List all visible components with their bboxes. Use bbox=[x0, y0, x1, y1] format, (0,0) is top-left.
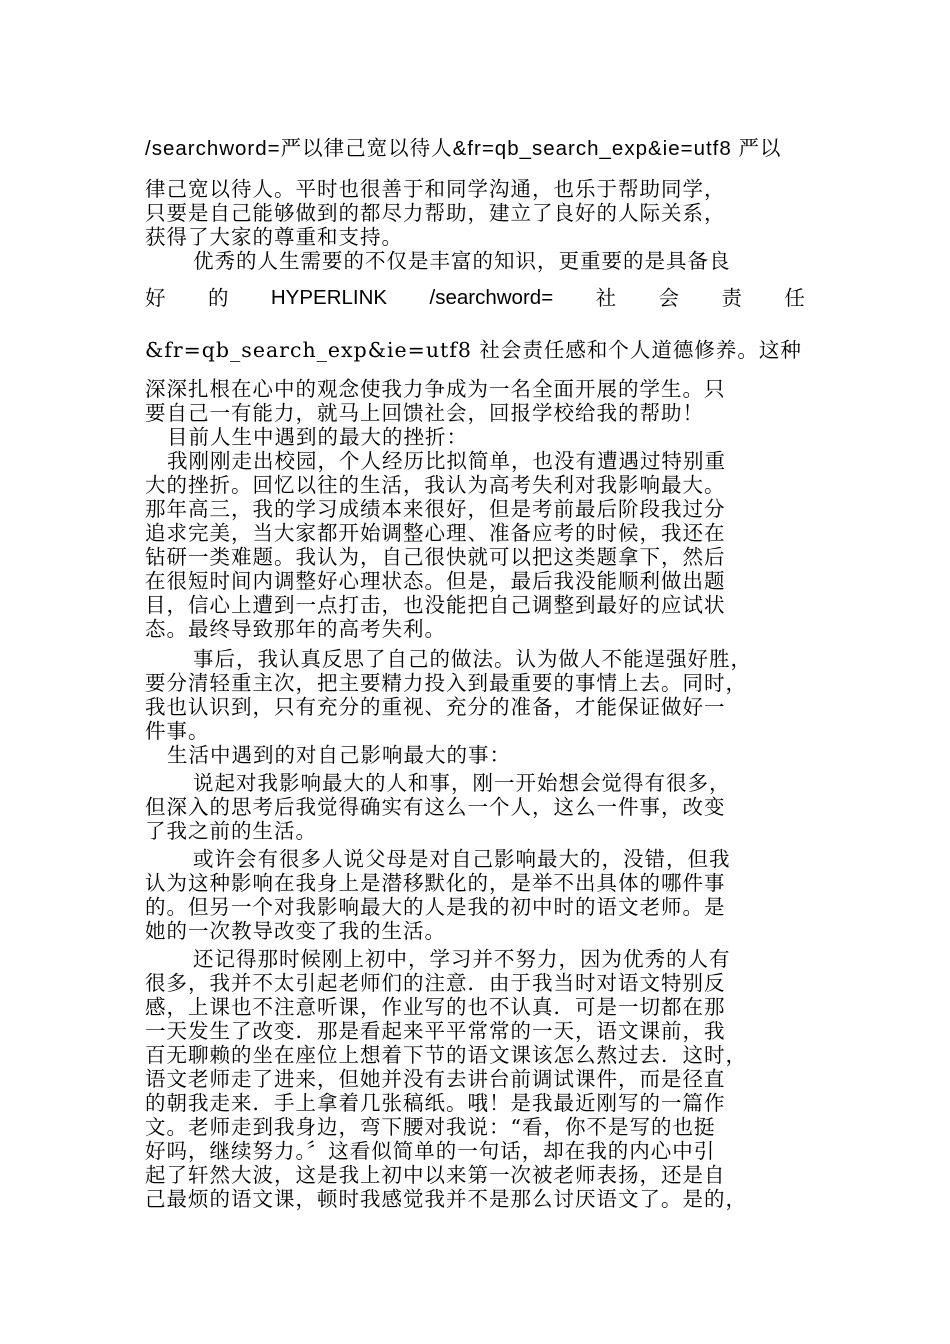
hyperlink-url: /searchword= bbox=[429, 286, 554, 309]
text-line: 事后，我认真反思了自己的做法。认为做人不能逞强好胜， bbox=[193, 647, 752, 671]
text-line: 己最烦的语文课，顿时我感觉我并不是那么讨厌语文了。是的， bbox=[145, 1187, 747, 1211]
word: 好 bbox=[145, 286, 166, 310]
section-heading: 目前人生中遇到的最大的挫折： bbox=[167, 425, 468, 449]
text-line: 一天发生了改变．那是看起来平平常常的一天，语文课前，我 bbox=[145, 1019, 726, 1043]
text-line: 说起对我影响最大的人和事，刚一开始想会觉得有很多， bbox=[193, 771, 731, 795]
text-line: 大的挫折。回忆以往的生活，我认为高考失利对我影响最大。 bbox=[145, 473, 726, 497]
word: 的 bbox=[207, 286, 229, 310]
word: 社 bbox=[595, 286, 617, 310]
section-heading: 生活中遇到的对自己影响最大的事： bbox=[167, 743, 511, 767]
text-line: 获得了大家的尊重和支持。 bbox=[145, 225, 403, 249]
text-line: 很多，我并不太引起老师们的注意．由于我当时对语文特别反 bbox=[145, 971, 726, 995]
word: 责 bbox=[721, 286, 742, 310]
text-line: 感，上课也不注意听课，作业写的也不认真．可是一切都在那 bbox=[145, 995, 726, 1019]
hyperlink-line bbox=[145, 286, 805, 310]
text-line: &fr=qb_search_exp&ie=utf8 社会责任感和个人道德修养。这种 bbox=[145, 338, 802, 362]
text-line: /searchword=严以律己宽以待人&fr=qb_search_exp&ie=utf8 严以 bbox=[145, 137, 782, 160]
text-line: 优秀的人生需要的不仅是丰富的知识，更重要的是具备良 bbox=[193, 249, 731, 273]
text-line: 追求完美，当大家都开始调整心理、准备应考的时候，我还在 bbox=[145, 521, 726, 545]
text-line: 的朝我走来．手上拿着几张稿纸。哦！是我最近刚写的一篇作 bbox=[145, 1091, 726, 1115]
text-line: 要自己一有能力，就马上回馈社会，回报学校给我的帮助！ bbox=[145, 401, 704, 425]
word: 会 bbox=[658, 286, 680, 310]
text-line: 好吗，继续努力。〞这看似简单的一句话，却在我的内心中引 bbox=[145, 1139, 716, 1163]
text-line: 我刚刚走出校园，个人经历比拟简单，也没有遭遇过特别重 bbox=[167, 449, 726, 473]
text-line: 文。老师走到我身边，弯下腰对我说：“看，你不是写的也挺 bbox=[145, 1115, 716, 1139]
text-line: 百无聊赖的坐在座位上想着下节的语文课该怎么熬过去．这时， bbox=[145, 1043, 747, 1067]
word: 任 bbox=[784, 286, 805, 310]
text-line: 的。但另一个对我影响最大的人是我的初中时的语文老师。是 bbox=[145, 895, 726, 919]
hyperlink-field-code: HYPERLINK bbox=[270, 286, 388, 309]
text-line: 深深扎根在心中的观念使我力争成为一名全面开展的学生。只 bbox=[145, 377, 726, 401]
text-line: 但深入的思考后我觉得确实有这么一个人，这么一件事，改变 bbox=[145, 795, 726, 819]
text-line: 在很短时间内调整好心理状态。但是，最后我没能顺利做出题 bbox=[145, 569, 726, 593]
text-line: 认为这种影响在我身上是潜移默化的，是举不出具体的哪件事 bbox=[145, 871, 726, 895]
text-line: 律己宽以待人。平时也很善于和同学沟通，也乐于帮助同学， bbox=[145, 177, 726, 201]
text-line: 那年高三，我的学习成绩本来很好，但是考前最后阶段我过分 bbox=[145, 497, 726, 521]
text-line: 起了轩然大波，这是我上初中以来第一次被老师表扬，还是自 bbox=[145, 1163, 726, 1187]
text-line: 钻研一类难题。我认为，自己很快就可以把这类题拿下，然后 bbox=[145, 545, 726, 569]
text-line: 她的一次教导改变了我的生活。 bbox=[145, 919, 446, 943]
text-line: 了我之前的生活。 bbox=[145, 819, 317, 843]
text-line: 还记得那时候刚上初中，学习并不努力，因为优秀的人有 bbox=[193, 947, 731, 971]
text-line: 或许会有很多人说父母是对自己影响最大的，没错，但我 bbox=[193, 847, 731, 871]
text-line: 只要是自己能够做到的都尽力帮助，建立了良好的人际关系， bbox=[145, 201, 726, 225]
text-line: 件事。 bbox=[145, 719, 210, 743]
text-line: 目，信心上遭到一点打击，也没能把自己调整到最好的应试状 bbox=[145, 593, 726, 617]
text-line: 我也认识到，只有充分的重视、充分的准备，才能保证做好一 bbox=[145, 695, 726, 719]
text-line: 语文老师走了进来，但她并没有去讲台前调试课件，而是径直 bbox=[145, 1067, 726, 1091]
text-line: 要分清轻重主次，把主要精力投入到最重要的事情上去。同时， bbox=[145, 671, 747, 695]
text-line: 态。最终导致那年的高考失利。 bbox=[145, 617, 446, 641]
